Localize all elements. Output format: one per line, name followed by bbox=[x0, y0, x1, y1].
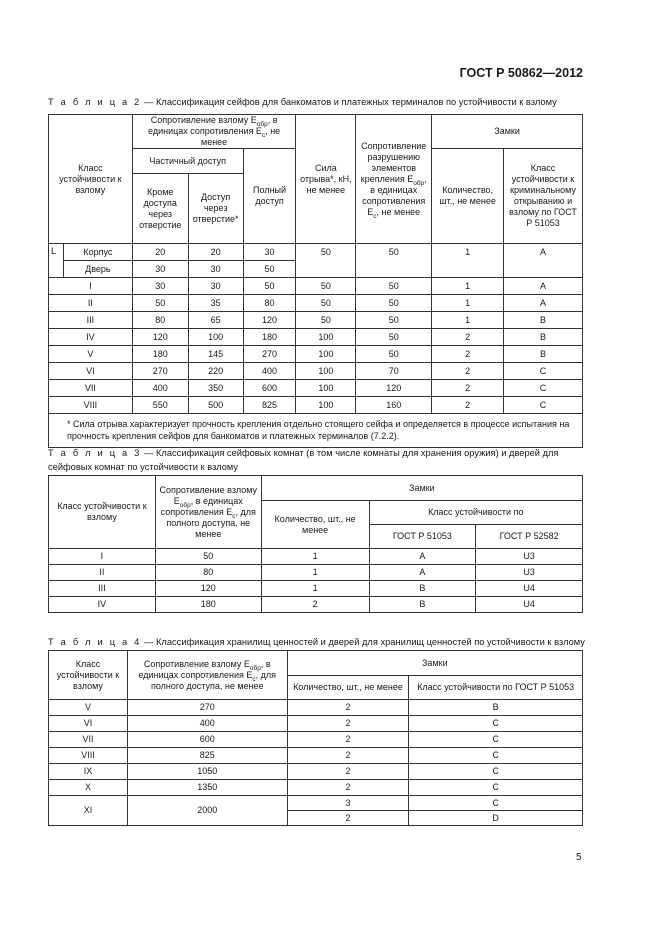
t2-header-partial: Частичный доступ bbox=[132, 149, 243, 174]
table-row bbox=[49, 732, 583, 748]
table-cell: В bbox=[504, 346, 583, 363]
table-cell: U4 bbox=[476, 597, 583, 613]
table-cell: 120 bbox=[356, 380, 432, 397]
table-cell: В bbox=[504, 329, 583, 346]
table-row bbox=[49, 363, 583, 380]
table-cell bbox=[296, 261, 356, 278]
table-cell: В bbox=[409, 700, 583, 716]
table-cell: 50 bbox=[296, 312, 356, 329]
table-cell: 100 bbox=[296, 329, 356, 346]
table-cell: 2 bbox=[432, 380, 504, 397]
table-cell: VI bbox=[49, 716, 128, 732]
table-cell bbox=[432, 261, 504, 278]
table-cell: 2 bbox=[287, 764, 409, 780]
table-cell: С bbox=[409, 780, 583, 796]
table-cell: 600 bbox=[127, 732, 287, 748]
table-cell: А bbox=[369, 565, 476, 581]
table-cell: X bbox=[49, 780, 128, 796]
table-cell: VII bbox=[49, 732, 128, 748]
table-cell: 500 bbox=[188, 397, 243, 414]
table-cell: II bbox=[49, 565, 156, 581]
table-cell: 65 bbox=[188, 312, 243, 329]
table-cell: 400 bbox=[127, 716, 287, 732]
table-cell: 2 bbox=[287, 732, 409, 748]
table-cell: 2 bbox=[432, 363, 504, 380]
table-cell: С bbox=[409, 748, 583, 764]
t2-header-except: Кроме доступа через отверстие bbox=[132, 174, 188, 244]
table-cell: 180 bbox=[243, 329, 296, 346]
table-cell: 50 bbox=[296, 278, 356, 295]
table-cell: 50 bbox=[356, 346, 432, 363]
t4-header-qty: Количество, шт., не менее bbox=[287, 676, 409, 700]
table-row bbox=[49, 312, 583, 329]
table-row bbox=[49, 597, 583, 613]
table-cell: 120 bbox=[243, 312, 296, 329]
t2-header-locks: Замки bbox=[432, 115, 583, 149]
table-cell: 270 bbox=[127, 700, 287, 716]
table-cell: В bbox=[504, 312, 583, 329]
table-cell: 2 bbox=[287, 811, 409, 826]
table-cell: 180 bbox=[132, 346, 188, 363]
table-cell: 50 bbox=[356, 312, 432, 329]
table4 bbox=[48, 650, 583, 826]
table-row bbox=[49, 581, 583, 597]
t4-xi-resistance: 2000 bbox=[127, 796, 287, 826]
table-row bbox=[49, 549, 583, 565]
table-row bbox=[49, 716, 583, 732]
table-cell: U4 bbox=[476, 581, 583, 597]
t3-header-std1: ГОСТ Р 51053 bbox=[369, 525, 476, 549]
t4-xi-class: XI bbox=[49, 796, 128, 826]
table-cell: 120 bbox=[155, 581, 261, 597]
table-row bbox=[49, 780, 583, 796]
table2-caption bbox=[48, 95, 588, 109]
table-cell: 80 bbox=[243, 295, 296, 312]
t2-header-force: Сила отрыва*, кН, не менее bbox=[296, 115, 356, 244]
table-row bbox=[49, 346, 583, 363]
table-cell: 2 bbox=[432, 329, 504, 346]
table-cell: 2 bbox=[432, 397, 504, 414]
table-cell: 30 bbox=[243, 244, 296, 261]
t2-header-resistance: Сопротивление взлому $E_{обр}$, в единицах сопротивления $E_c$, не менее bbox=[132, 115, 296, 149]
table-cell: 70 bbox=[356, 363, 432, 380]
table-cell: IX bbox=[49, 764, 128, 780]
t2-header-lockclass: Класс устойчивости к криминальному открыванию и взлому по ГОСТ Р 51053 bbox=[504, 149, 583, 244]
table-cell bbox=[504, 261, 583, 278]
table-cell: 2 bbox=[287, 700, 409, 716]
t3-header-std2: ГОСТ Р 52582 bbox=[476, 525, 583, 549]
table-cell: 50 bbox=[243, 261, 296, 278]
table-cell: 160 bbox=[356, 397, 432, 414]
table-cell: А bbox=[504, 244, 583, 261]
page-number: 5 bbox=[576, 852, 582, 863]
table-cell: V bbox=[49, 346, 133, 363]
table-cell: 100 bbox=[296, 397, 356, 414]
t3-header-qty: Количество, шт., не менее bbox=[261, 501, 369, 549]
t3-header-lockclass: Класс устойчивости по bbox=[369, 501, 582, 525]
document-code: ГОСТ Р 50862—2012 bbox=[459, 66, 583, 80]
table-cell: 270 bbox=[243, 346, 296, 363]
t2-footnote: * Сила отрыва характеризует прочность крепления отдельно стоящего сейфа и определяется в процессе испытания на прочность крепления сейфов для банкоматов и платежных терминалов (7.2.2). bbox=[49, 414, 583, 448]
table-cell: 1 bbox=[261, 565, 369, 581]
table-row bbox=[49, 278, 583, 295]
table-cell: IV bbox=[49, 329, 133, 346]
table-cell: I bbox=[49, 278, 133, 295]
table-cell: 3 bbox=[287, 796, 409, 811]
table-cell: В bbox=[369, 581, 476, 597]
table-cell: С bbox=[504, 380, 583, 397]
table-cell: А bbox=[504, 295, 583, 312]
table-cell: 825 bbox=[243, 397, 296, 414]
table-cell: VI bbox=[49, 363, 133, 380]
table-cell: U3 bbox=[476, 565, 583, 581]
table3-caption bbox=[48, 446, 588, 474]
table-cell: V bbox=[49, 700, 128, 716]
table2 bbox=[48, 114, 583, 448]
t2-l-door-part: Дверь bbox=[63, 261, 132, 278]
table-cell: 350 bbox=[188, 380, 243, 397]
t2-header-full: Полный доступ bbox=[243, 149, 296, 244]
table3-title: — Классификация сейфовых комнат (в том числе комнаты для хранения оружия) и дверей для сейфовых комнат по устойчивости к взлому bbox=[48, 448, 559, 472]
table-cell: 50 bbox=[132, 295, 188, 312]
t4-header-class: Класс устойчивости к взлому bbox=[49, 651, 128, 700]
table-cell: 1 bbox=[432, 278, 504, 295]
table-cell: 20 bbox=[132, 244, 188, 261]
table-cell: 1 bbox=[432, 312, 504, 329]
table-cell: 2 bbox=[261, 597, 369, 613]
table-cell: 100 bbox=[296, 346, 356, 363]
table-cell: VIII bbox=[49, 748, 128, 764]
table-cell: VIII bbox=[49, 397, 133, 414]
table-cell: 1350 bbox=[127, 780, 287, 796]
table-cell: D bbox=[409, 811, 583, 826]
table-cell: С bbox=[504, 363, 583, 380]
table-cell: 100 bbox=[296, 363, 356, 380]
table-row bbox=[49, 565, 583, 581]
table-cell: 50 bbox=[155, 549, 261, 565]
table-cell: 2 bbox=[287, 780, 409, 796]
table-cell: 80 bbox=[155, 565, 261, 581]
table-cell: 1 bbox=[261, 549, 369, 565]
table-row bbox=[49, 295, 583, 312]
table-row bbox=[49, 397, 583, 414]
table-cell: 2 bbox=[287, 748, 409, 764]
table-cell: 1050 bbox=[127, 764, 287, 780]
t2-header-mount: Сопротивление разрушению элементов крепления $E_{обр}$, в единицах сопротивления $E_с$, не менее bbox=[356, 115, 432, 244]
table-cell: 100 bbox=[296, 380, 356, 397]
table2-title: — Классификация сейфов для банкоматов и платежных терминалов по устойчивости к взлому bbox=[141, 97, 557, 107]
table-cell: 400 bbox=[132, 380, 188, 397]
table-cell: С bbox=[409, 764, 583, 780]
t2-l-body-part: Корпус bbox=[63, 244, 132, 261]
table-row bbox=[49, 700, 583, 716]
table3-label: Т а б л и ц а 3 bbox=[48, 448, 142, 458]
table-cell: 50 bbox=[243, 278, 296, 295]
table4-caption bbox=[48, 635, 588, 649]
table-cell: 30 bbox=[132, 278, 188, 295]
table-cell: 270 bbox=[132, 363, 188, 380]
table-cell: 825 bbox=[127, 748, 287, 764]
table-row bbox=[49, 380, 583, 397]
table-row bbox=[49, 748, 583, 764]
table-cell: 180 bbox=[155, 597, 261, 613]
table-cell: IV bbox=[49, 597, 156, 613]
table-cell: 50 bbox=[356, 295, 432, 312]
table-cell: 600 bbox=[243, 380, 296, 397]
table-cell: III bbox=[49, 312, 133, 329]
table-cell: 120 bbox=[132, 329, 188, 346]
table-cell: С bbox=[409, 796, 583, 811]
table-cell: 1 bbox=[432, 295, 504, 312]
table-cell: 550 bbox=[132, 397, 188, 414]
table-cell: 50 bbox=[296, 295, 356, 312]
table-cell: II bbox=[49, 295, 133, 312]
table-cell bbox=[356, 261, 432, 278]
table-cell: 2 bbox=[432, 346, 504, 363]
table-cell: В bbox=[369, 597, 476, 613]
table-cell: U3 bbox=[476, 549, 583, 565]
table-cell: I bbox=[49, 549, 156, 565]
table4-title: — Классификация хранилищ ценностей и дверей для хранилищ ценностей по устойчивости к взлому bbox=[141, 637, 585, 647]
t2-header-through: Доступ через отверстие* bbox=[188, 174, 243, 244]
table-cell: 50 bbox=[356, 329, 432, 346]
t3-header-class: Класс устойчивости к взлому bbox=[49, 476, 156, 549]
table-cell: 30 bbox=[188, 278, 243, 295]
table-cell: 30 bbox=[188, 261, 243, 278]
table-cell: 80 bbox=[132, 312, 188, 329]
table-cell: 2 bbox=[287, 716, 409, 732]
table4-label: Т а б л и ц а 4 bbox=[48, 637, 142, 647]
table-row bbox=[49, 764, 583, 780]
table-cell: А bbox=[504, 278, 583, 295]
table-cell: 145 bbox=[188, 346, 243, 363]
table3 bbox=[48, 475, 583, 613]
t2-header-class: Класс устойчивости к взлому bbox=[49, 115, 133, 244]
t3-header-resistance: Сопротивление взлому $E_{обр}$, в единицах сопротивления $E_c$, для полного доступа, не менее bbox=[155, 476, 261, 549]
table-cell: 1 bbox=[261, 581, 369, 597]
table-cell: А bbox=[369, 549, 476, 565]
table-cell: III bbox=[49, 581, 156, 597]
table-cell: С bbox=[409, 732, 583, 748]
t2-header-qty: Количество, шт., не менее bbox=[432, 149, 504, 244]
table-cell: 50 bbox=[356, 278, 432, 295]
table-cell: С bbox=[504, 397, 583, 414]
table-row bbox=[49, 329, 583, 346]
t4-header-lockclass: Класс устойчивости по ГОСТ Р 51053 bbox=[409, 676, 583, 700]
table-cell: 400 bbox=[243, 363, 296, 380]
table-cell: С bbox=[409, 716, 583, 732]
table-cell: 100 bbox=[188, 329, 243, 346]
t4-header-locks: Замки bbox=[287, 651, 582, 676]
t2-l-label: L bbox=[49, 244, 64, 278]
table-cell: 220 bbox=[188, 363, 243, 380]
t3-header-locks: Замки bbox=[261, 476, 582, 501]
table-cell: 50 bbox=[296, 244, 356, 261]
table-cell: 50 bbox=[356, 244, 432, 261]
table2-label: Т а б л и ц а 2 bbox=[48, 97, 142, 107]
table-cell: 35 bbox=[188, 295, 243, 312]
table-cell: VII bbox=[49, 380, 133, 397]
t4-header-resistance: Сопротивление взлому $E_{обр}$, в единицах сопротивления $E_с$, для полного доступа, не менее bbox=[127, 651, 287, 700]
table-cell: 20 bbox=[188, 244, 243, 261]
table-cell: 1 bbox=[432, 244, 504, 261]
table-cell: 30 bbox=[132, 261, 188, 278]
